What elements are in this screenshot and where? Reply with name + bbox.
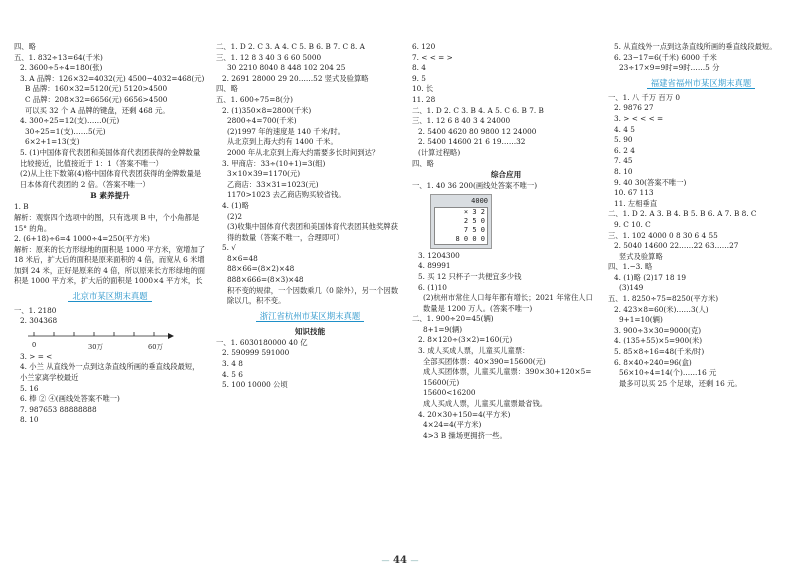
number-line [24, 329, 174, 351]
text-line: 3. 1204300 [418, 250, 460, 260]
text-line: 2800÷4=700(千米) [227, 116, 297, 126]
column-2 [216, 42, 404, 552]
text-line: 4. (1)略 (2)17 18 19 [614, 272, 687, 282]
text-line: 6. (1)10 [418, 282, 447, 292]
text-line: 2. 423×8=60(米)……3(人) [614, 304, 709, 314]
text-line: 7. 45 [614, 156, 633, 166]
calc-row: × 3 2 [463, 207, 485, 216]
text-line: 9+1=10(辆) [619, 315, 663, 325]
text-line: 可以买 32 个 A 品牌的键盘，还剩 468 元。 [25, 105, 170, 115]
text-line: 二、1. D 2. C 3. A 4. C 5. B 6. B 7. C 8. A [216, 42, 365, 51]
text-line: 4. 300÷25=12(支)……0(元) [20, 116, 120, 126]
section-heading: B 素养提升 [90, 191, 130, 201]
text-line: 3. A 品牌：126×32=4032(元) 4500−4032=468(元) [20, 73, 205, 83]
text-line: 三、1. 12 6 8 40 3 4 24000 [412, 116, 511, 126]
text-line: 6. 23−17=6(千米) 6000 千米 [614, 52, 717, 62]
text-line: 2. 304368 [20, 316, 58, 326]
text-line: 8+1=9(辆) [423, 324, 463, 334]
text-line: 15600<16200 [423, 388, 476, 398]
text-line: 二、1. D 2. C 3. B 4. A 5. C 6. B 7. B [412, 105, 544, 115]
text-line: 最多可以买 25 个足球，还剩 16 元。 [619, 378, 742, 388]
text-line: 2. 5040 14600 22……22 63……27 [614, 241, 739, 251]
text-line: 4. (1)略 [222, 200, 249, 210]
text-line: 4. 89991 [418, 261, 451, 271]
column-1 [14, 42, 206, 552]
section-heading: 综合应用 [490, 170, 522, 180]
text-paragraph: 解析：观察四个选项中的图，只有选项 B 中，个小角都是 15° 的角。 [14, 212, 200, 233]
text-line: (2)1997 年的速度是 140 千米/时。 [227, 126, 345, 136]
column-4 [608, 42, 794, 552]
text-line: 4. 20×30+150=4(平方米) [418, 409, 511, 419]
footer-decoration: — [410, 556, 419, 565]
number-line-label: 60万 [148, 342, 163, 351]
text-line: 成人买团体票，儿童买儿童票：390×30+120×5= [423, 367, 592, 377]
number-line-label: 0 [32, 340, 37, 349]
text-line: 5. 100 10000 公顷 [222, 380, 288, 390]
text-line: 五、1. 8250÷75=8250(平方米) [608, 294, 719, 304]
text-line: 四、略 [14, 42, 36, 51]
calc-row: 7 5 0 [463, 225, 485, 234]
text-line: 888×666=(8×3)×48 [227, 275, 304, 285]
text-line: 3. 甲商店：33÷(10+1)=3(组) [222, 158, 326, 168]
text-line: 一、1. 40 36 200(画线处答案不唯一) [412, 181, 538, 191]
text-line: 三、1. 102 4000 0 8 30 6 4 55 [608, 230, 718, 240]
section-heading-fujian: 福建省福州市某区期末真题 [608, 76, 794, 90]
text-line: 8. 10 [20, 415, 39, 425]
text-line: 一、1. 2180 [14, 305, 57, 315]
text-line: 2. 5400 14600 21 6 19……32 [418, 137, 526, 147]
text-line: C 品牌：208×32=6656(元) 6656>4500 [25, 94, 168, 104]
text-line: 5. √ [222, 243, 236, 253]
text-line: 成人买成人票，儿童买儿童票最省钱。 [423, 399, 548, 409]
subsection-heading: 知识技能 [294, 326, 326, 336]
text-line: 2. 9876 27 [614, 103, 654, 113]
text-line: 11. 28 [412, 94, 436, 104]
text-line: 2. 3600÷5÷4=180(张) [20, 63, 103, 73]
column-3 [412, 42, 600, 552]
text-line: 7. < < = > [412, 52, 453, 62]
calc-result: 4000 [471, 196, 488, 205]
text-line: 6. 棒 ② ④(画线处答案不唯一) [20, 394, 120, 404]
text-line: 6. 8×40÷240=96(盒) [614, 357, 692, 367]
text-line: 乙商店：33×31=1023(元) [227, 179, 319, 189]
text-paragraph: 积不变的规律，一个因数乘几（0 除外），另一个因数除以几，积不变。 [227, 285, 399, 306]
text-line: B 品牌：160×32=5120(元) 5120>4500 [25, 84, 168, 94]
text-line: 6. 2 4 [614, 145, 635, 155]
text-line: 4>3 B 操场更拥挤一些。 [423, 430, 507, 440]
page-footer [0, 555, 800, 566]
text-line: 5. 16 [20, 383, 39, 393]
text-line: (3)149 [619, 283, 644, 293]
text-line: 3. 900÷3×30=9000(克) [614, 325, 702, 335]
text-line: 从北京到上海大约有 1400 千米。 [227, 137, 338, 147]
text-paragraph: (2)杭州市常住人口每年都有增长；2021 年常住人口数量是 1200 万人。(答案不唯一) [423, 293, 593, 313]
text-line: 10. 67 113 [614, 188, 654, 198]
text-line: 4. 4 5 [614, 124, 635, 134]
text-line: (计算过程略) [418, 147, 461, 157]
text-line: 5. 85×8÷16=48(千米/时) [614, 347, 705, 357]
text-line: 9. 5 [412, 73, 426, 83]
text-line: 15600(元) [423, 377, 460, 387]
footer-decoration: — [381, 556, 390, 565]
text-line: 8×6=48 [227, 253, 258, 263]
text-line: 3. 成人买成人票，儿童买儿童票： [418, 346, 530, 356]
text-line: (2)2 [227, 211, 242, 221]
text-line: 2. 590999 591000 [222, 348, 290, 358]
text-line: 2. 8×120÷(3×2)=160(元) [418, 335, 513, 345]
text-line: 1. B [14, 202, 29, 212]
text-line: 56×10÷4=14(个)……16 元 [619, 368, 717, 378]
text-line: 6. 120 [412, 42, 436, 51]
text-paragraph: (3)收集中国体育代表团和美国体育代表团其他奖牌获得的数量（答案不唯一，合理即可） [227, 222, 398, 242]
text-line: 88×66=(8×2)×48 [227, 264, 295, 274]
text-line: 4. 5 6 [222, 369, 243, 379]
text-line: 4×24=4(平方米) [423, 420, 482, 430]
text-line: 6×2+1=13(支) [25, 137, 80, 147]
text-line: 一、1. 八 千万 百万 0 [608, 92, 680, 102]
calc-row: 2 5 0 [463, 216, 485, 225]
text-line: 1170>1023 去乙商店购买较省钱。 [227, 190, 346, 200]
text-line: 7. 987653 88888888 [20, 404, 97, 414]
text-line: 9. 40 30(答案不唯一) [614, 177, 687, 187]
section-heading-beijing: 北京市某区期末真题 [14, 289, 206, 303]
vertical-calculation [430, 194, 492, 249]
text-line: 四、略 [412, 158, 434, 168]
page-number: 44 [393, 555, 407, 566]
calc-row: 8 0 0 0 [455, 234, 485, 243]
text-line: 三、1. 12 8 3 40 3 6 60 5000 [216, 52, 322, 62]
text-line: 4. (135+55)×5=900(米) [614, 336, 703, 346]
text-line: 四、略 [216, 84, 238, 94]
text-line: 8. 4 [412, 63, 426, 73]
text-paragraph: 4. 小兰 从直线外一点到这条直线所画的垂直线段最短，小兰家离学校最近 [20, 362, 200, 383]
text-line: 二、1. D 2. A 3. B 4. B 5. B 6. A 7. B 8. C [608, 209, 757, 219]
text-paragraph: (2)从上往下数第(4)格中国体育代表团获得的金牌数量是日本体育代表团的 2 倍。（答案不唯一） [20, 169, 202, 189]
text-line: 3. 4 8 [222, 359, 243, 369]
text-line: 5. 90 [614, 135, 633, 145]
text-line: 一、1. 6030180000 40 亿 [216, 337, 308, 347]
text-paragraph: 5. (1)中国体育代表团和美国体育代表团获得的金牌数量比较接近，比值接近于 1：1（答案不唯一） [20, 147, 201, 168]
text-paragraph: 解析：原来的长方形绿地的面积是 1000 平方米，宽增加了 18 米后，扩大后的面积是原来面积的 4 倍，而宽从 6 米增加到 24 米，正好是原来的 4 倍，所以原来长方形绿地的面积是 1000 平方米，扩大后的面积是 1000×4 平方米，长 [14, 244, 206, 286]
number-line-label: 30万 [88, 342, 103, 351]
text-line: 5. 买 12 只杯子一共便宜多少钱 [418, 271, 522, 281]
text-line: 2. 2691 28000 29 20……52 竖式及验算略 [222, 73, 369, 83]
text-line: 9. C 10. C [614, 219, 651, 229]
text-line: 2. (6+18)÷6=4 1000÷4=250(平方米) [14, 234, 150, 244]
text-line: 五、1. 600÷75=8(分) [216, 94, 293, 104]
text-line: 竖式及验算略 [619, 251, 663, 261]
calc-inner [434, 207, 488, 245]
text-line: 3. > < < < = [614, 113, 664, 123]
text-line: 2. 5400 4620 80 9800 12 24000 [418, 126, 537, 136]
text-paragraph: 5. 从直线外一点到这条直线所画的垂直线段最短。 [614, 42, 777, 51]
text-line: 30÷25=1(支)……5(元) [25, 126, 106, 136]
text-line: 二、1. 900÷20=45(辆) [412, 314, 494, 324]
text-line: 3×10×39=1170(元) [227, 169, 301, 179]
text-line: 10. 长 [412, 84, 434, 94]
text-line: 四、1.−3. 略 [608, 262, 653, 272]
text-line: 8. 10 [614, 166, 633, 176]
text-line: 3. > = < [20, 351, 53, 361]
text-line: 11. 左相垂直 [614, 198, 658, 208]
text-line: 30 2210 8040 8 448 102 204 25 [227, 63, 346, 73]
section-heading-zhejiang: 浙江省杭州市某区期末真题 [216, 309, 404, 323]
text-line: 五、1. 832÷13=64(千米) [14, 52, 103, 62]
text-paragraph: 2000 年从北京到上海大约需要多长时间到达？ [227, 147, 380, 157]
text-line: 23÷17×9=9时=9时……5 分 [619, 63, 720, 73]
text-line: 全部买团体票：40×390=15600(元) [423, 356, 546, 366]
text-line: 2. (1)350×8=2800(千米) [222, 105, 312, 115]
